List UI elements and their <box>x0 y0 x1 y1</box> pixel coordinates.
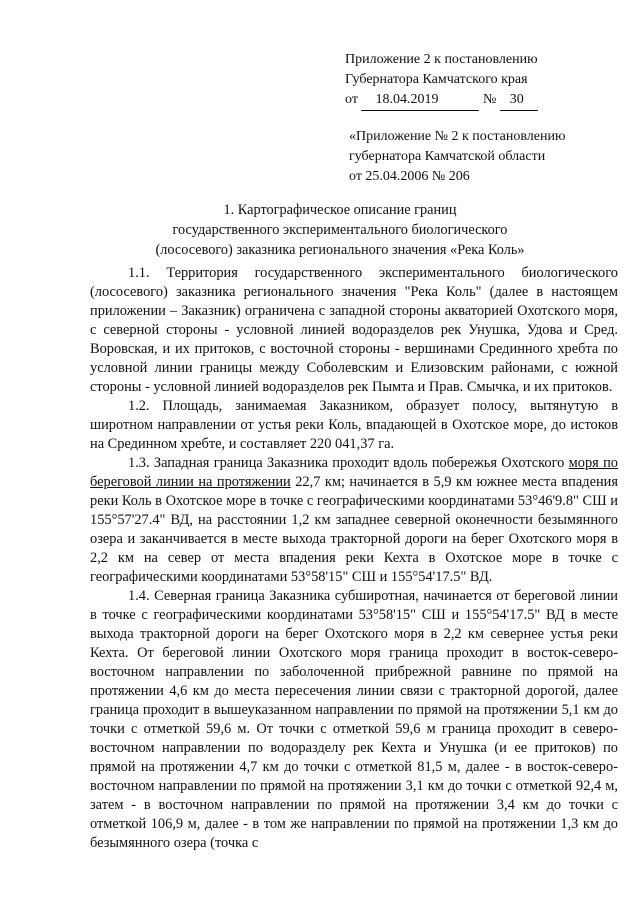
from-label: от <box>345 92 358 107</box>
paragraph-1-3 <box>90 454 618 587</box>
title-line-1: 1. Картографическое описание границ <box>223 202 457 218</box>
title-line-2: государственного экспериментального биологического <box>172 222 508 238</box>
paragraph-1-3-start: 1.3. Западная граница Заказника проходит вдоль побережья Охотского <box>128 455 569 471</box>
header-line-1: Приложение 2 к постановлению <box>345 52 538 67</box>
number-label: № <box>482 92 497 107</box>
paragraph-1-2: 1.2. Площадь, занимаемая Заказником, образует полосу, вытянутую в широтном направлении от устья реки Коль, впадающей в Охотское море, до истоков на Срединном хребте, и составляет 220 041,37 га. <box>90 398 618 452</box>
header-line-2: Губернатора Камчатского края <box>345 72 528 87</box>
section-title <box>115 200 565 260</box>
decree-number: 30 <box>500 90 538 111</box>
paragraph-1-4: 1.4. Северная граница Заказника субширотная, начинается от береговой линии в точке с географическими координатами 53°58'15" СШ и 155°54'17.5" ВД в месте выхода тракторной дороги на берег Охотского моря в 2,2 км севернее устья реки Кехта. От береговой линии Охотского моря граница проходит в восток-северо-восточном направлении по заболоченной прибрежной равнине по прямой на протяжении 4,6 км до места пересечения линии связи с тракторной дорогой, далее граница проходит в вышеуказанном направлении по прямой на протяжении 5,1 км до точки с отметкой 59,6 м. От точки с отметкой 59,6 м граница проходит в северо-восточном направлении по водоразделу рек Кехта и Унушка (и ее притоков) по прямой на протяжении 4,7 км до точки с отметкой 81,5 м, далее - в восток-северо-восточном направлении по прямой на протяжении 3,1 км до точки с отметкой 92,4 м, затем - в восточном направлении по прямой на протяжении 3,4 км до точки с отметкой 106,9 м, далее - в том же направлении по прямой на протяжении 1,3 км до безымянного озера (точка с <box>90 588 618 851</box>
reference-line-1: «Приложение № 2 к постановлению <box>349 129 566 144</box>
title-line-3: (лососевого) заказника регионального значения «Река Коль» <box>155 242 525 258</box>
paragraph-1-3-underlined: моря по береговой линии на протяжении <box>90 455 618 490</box>
paragraph-1-1: 1.1. Территория государственного экспериментального биологического (лососевого) заказника регионального значения "Река Коль" (далее в настоящем приложении – Заказник) ограничена с западной стороны акваторией Охотского моря, с северной стороны - условной линией водоразделов рек Унушка, Удова и Сред. Воровская, и их притоков, с восточной стороны - вершинами Срединного хребта по условной линии границы между Соболевским и Елизовским районами, с южной стороны - условной линией водоразделов рек Пымта и Прав. Смычка, и их притоков. <box>90 265 618 395</box>
decree-date: 18.04.2019 <box>361 90 479 111</box>
reference-line-3: от 25.04.2006 № 206 <box>349 169 470 184</box>
document-body <box>90 264 618 853</box>
paragraph-1-3-rest: 22,7 км; начинается в 5,9 км южнее места впадения реки Коль в Охотское море в точке с географическими координатами 53°46'9.8" СШ и 155°57'27.4" ВД, на расстоянии 1,2 км западнее северной оконечности безымянного озера и заканчивается в месте выхода тракторной дороги на берег Охотского моря в 2,2 км на север от места впадения реки Кехта в Охотское море в точке с географическими координатами 53°58'15" СШ и 155°54'17.5" ВД. <box>90 474 618 585</box>
reference-header <box>349 127 634 187</box>
reference-line-2: губернатора Камчатской области <box>349 149 546 164</box>
appendix-header <box>345 50 630 111</box>
header-date-line <box>345 90 630 111</box>
